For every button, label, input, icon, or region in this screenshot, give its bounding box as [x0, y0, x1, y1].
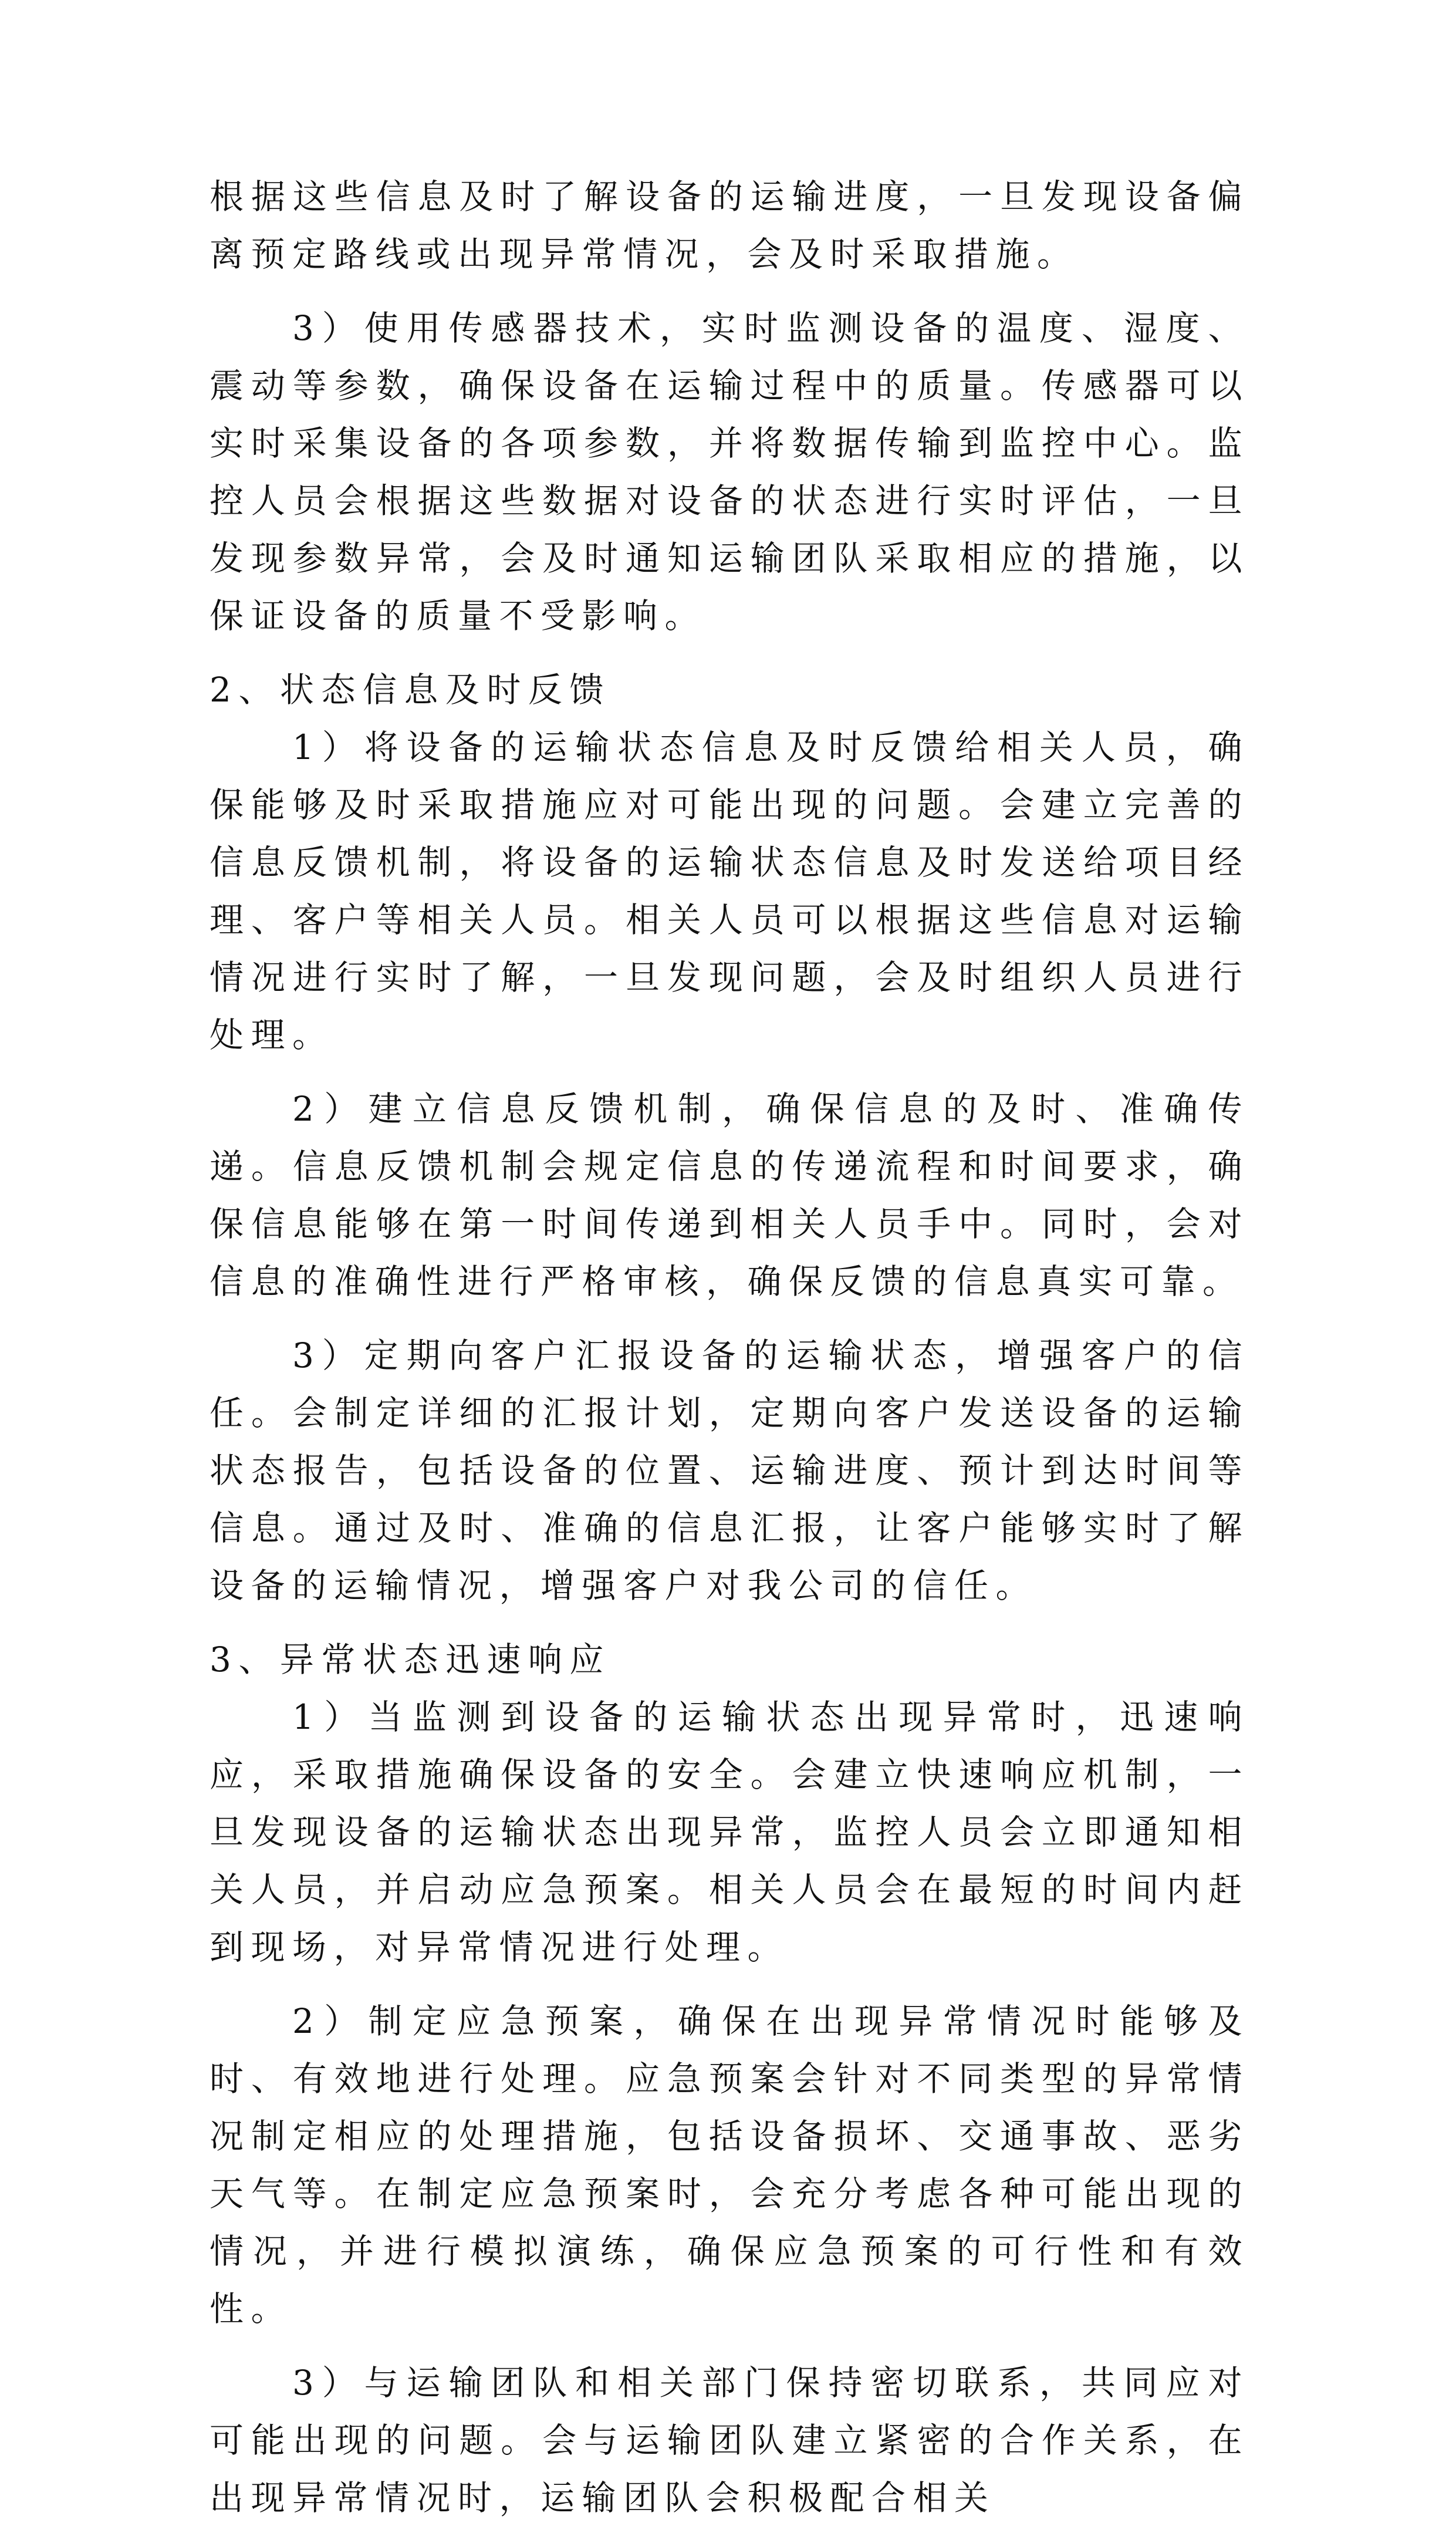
paragraph-client-reporting: 3）定期向客户汇报设备的运输状态，增强客户的信任。会制定详细的汇报计划，定期向客户发送设备的运输状态报告，包括设备的位置、运输进度、预计到达时间等信息。通过及时、准确的信息汇报，让客户能够实时了解设备的运输情况，增强客户对我公司的信任。: [210, 1335, 1249, 1606]
section-heading-status-feedback: 2、状态信息及时反馈: [210, 670, 611, 710]
paragraph-feedback-to-personnel: 1）将设备的运输状态信息及时反馈给相关人员，确保能够及时采取措施应对可能出现的问题。会建立完善的信息反馈机制，将设备的运输状态信息及时发送给项目经理、客户等相关人员。相关人员可以根据这些信息对运输情况进行实时了解，一旦发现问题，会及时组织人员进行处理。: [210, 727, 1249, 1055]
paragraph-emergency-plan: 2）制定应急预案，确保在出现异常情况时能够及时、有效地进行处理。应急预案会针对不同类型的异常情况制定相应的处理措施，包括设备损坏、交通事故、恶劣天气等。在制定应急预案时，会充分考虑各种可能出现的情况，并进行模拟演练，确保应急预案的可行性和有效性。: [210, 2001, 1249, 2329]
paragraph-continuation: 根据这些信息及时了解设备的运输进度，一旦发现设备偏离预定路线或出现异常情况，会及时采取措施。: [210, 177, 1249, 274]
section-heading-abnormal-response: 3、异常状态迅速响应: [210, 1640, 611, 1679]
document-page: [210, 168, 1249, 2543]
paragraph-sensor-monitoring: 3）使用传感器技术，实时监测设备的温度、湿度、震动等参数，确保设备在运输过程中的质量。传感器可以实时采集设备的各项参数，并将数据传输到监控中心。监控人员会根据这些数据对设备的状态进行实时评估，一旦发现参数异常，会及时通知运输团队采取相应的措施，以保证设备的质量不受影响。: [210, 308, 1249, 636]
paragraph-rapid-response: 1）当监测到设备的运输状态出现异常时，迅速响应，采取措施确保设备的安全。会建立快速响应机制，一旦发现设备的运输状态出现异常，监控人员会立即通知相关人员，并启动应急预案。相关人员会在最短的时间内赶到现场，对异常情况进行处理。: [210, 1697, 1249, 1967]
paragraph-team-coordination: 3）与运输团队和相关部门保持密切联系，共同应对可能出现的问题。会与运输团队建立紧密的合作关系，在出现异常情况时，运输团队会积极配合相关: [210, 2363, 1249, 2518]
paragraph-feedback-mechanism: 2）建立信息反馈机制，确保信息的及时、准确传递。信息反馈机制会规定信息的传递流程和时间要求，确保信息能够在第一时间传递到相关人员手中。同时，会对信息的准确性进行严格审核，确保反馈的信息真实可靠。: [210, 1089, 1249, 1301]
